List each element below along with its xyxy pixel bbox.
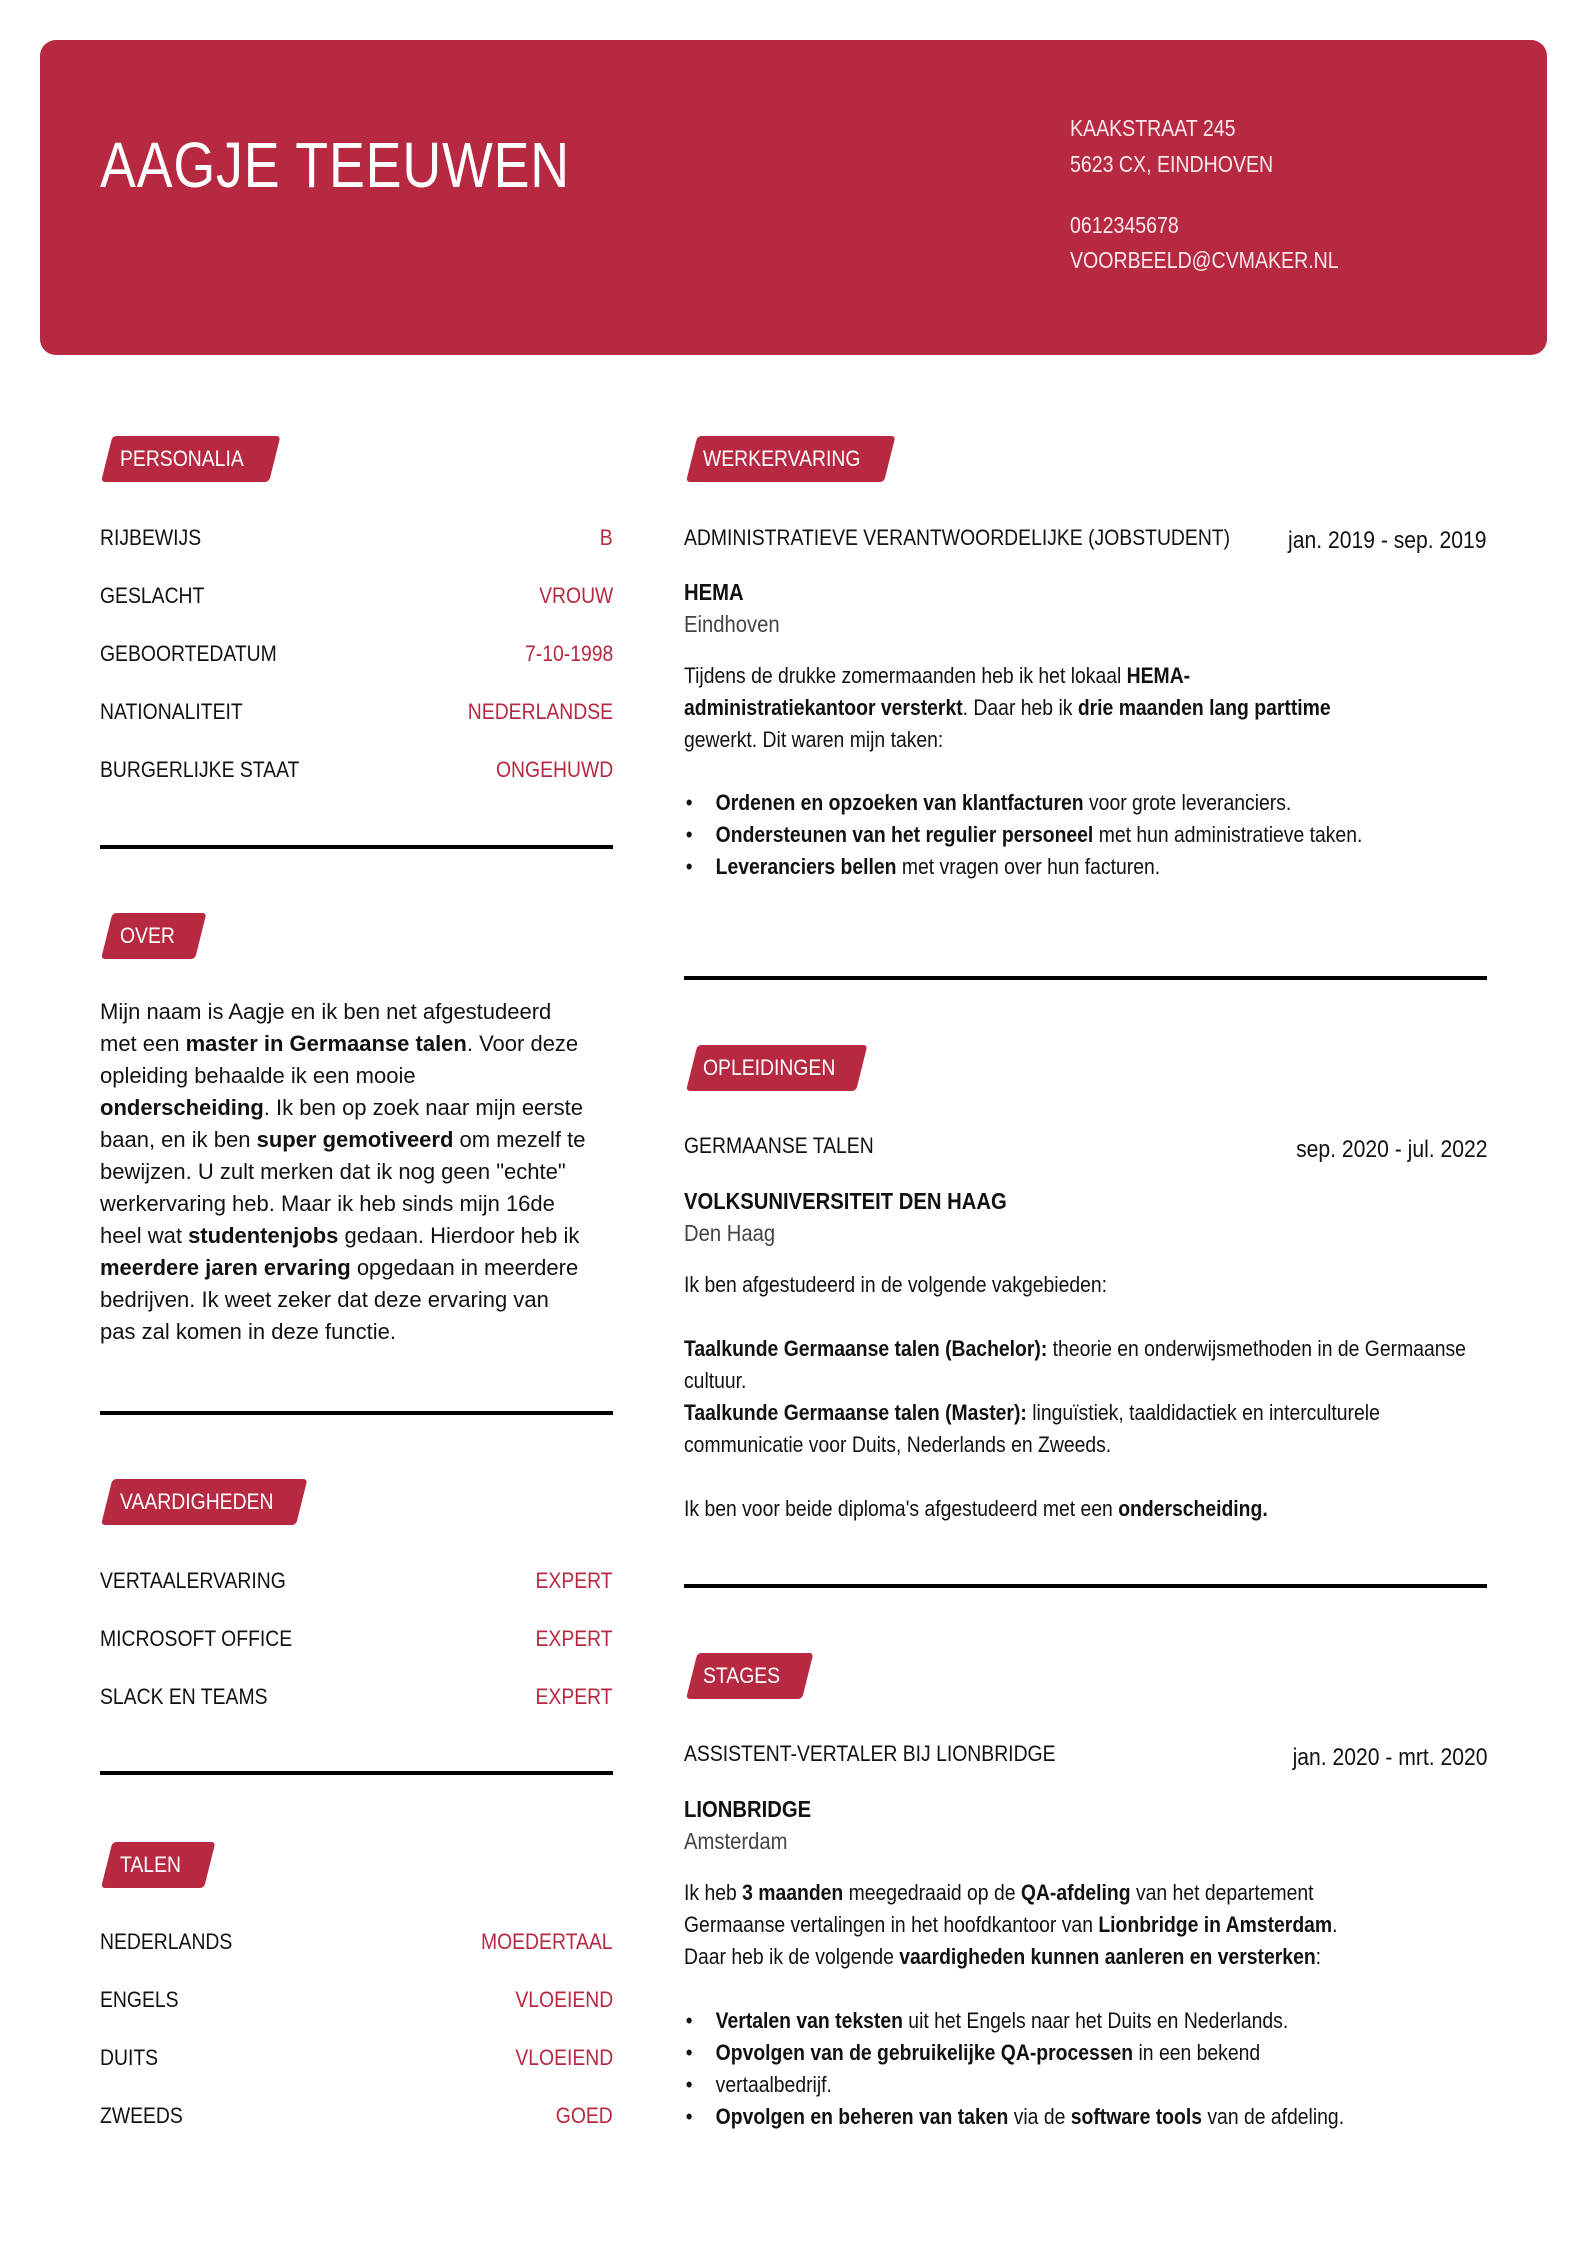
skill-label: SLACK EN TEAMS	[100, 1684, 268, 1709]
job-title: ADMINISTRATIEVE VERANTWOORDELIJKE (JOBSTUDENT)	[684, 525, 1231, 550]
text-line: heel wat studentenjobs gedaan. Hierdoor heb ik	[100, 1223, 580, 1248]
personalia-label: GESLACHT	[100, 583, 205, 608]
skill-level: EXPERT	[535, 1568, 613, 1593]
section-title-werkervaring: WERKERVARING	[703, 446, 861, 471]
section-title-over: OVER	[120, 923, 175, 948]
bullet-item: • Opvolgen en beheren van taken via de software tools van de afdeling.	[684, 2101, 1476, 2133]
section-title-personalia: PERSONALIA	[120, 446, 244, 471]
skill-label: VERTAALERVARING	[100, 1568, 286, 1593]
study-title: GERMAANSE TALEN	[684, 1133, 874, 1158]
text-line: opleiding behaalde ik een mooie	[100, 1063, 416, 1088]
personalia-value: NEDERLANDSE	[467, 699, 613, 724]
internship-description	[684, 1877, 1338, 1973]
text-line: Ik heb 3 maanden meegedraaid op de QA-afdeling van het departement	[684, 1880, 1314, 1905]
internship-skills-list	[684, 2005, 1476, 2133]
language-label: DUITS	[100, 2045, 159, 2070]
section-divider	[684, 1584, 1487, 1588]
section-divider	[100, 1771, 613, 1775]
text-line: onderscheiding. Ik ben op zoek naar mijn eerste	[100, 1095, 583, 1120]
skill-level: EXPERT	[535, 1626, 613, 1651]
bullet-item: • vertaalbedrijf.	[684, 2069, 1476, 2101]
study-closing: Ik ben voor beide diploma's afgestudeerd met een onderscheiding.	[684, 1496, 1268, 1521]
personalia-value: B	[600, 525, 613, 550]
personalia-label: RIJBEWIJS	[100, 525, 202, 550]
language-level: VLOEIEND	[515, 1987, 613, 2012]
institution-city: Den Haag	[684, 1220, 776, 1246]
institution-name: VOLKSUNIVERSITEIT DEN HAAG	[684, 1188, 1007, 1214]
section-title-talen: TALEN	[120, 1852, 181, 1877]
internship-dates: jan. 2020 - mrt. 2020	[1292, 1744, 1487, 1771]
language-level: MOEDERTAAL	[481, 1929, 613, 1954]
email-address: VOORBEELD@CVMAKER.NL	[1070, 247, 1339, 273]
bullet-item: • Opvolgen van de gebruikelijke QA-processen in een bekend	[684, 2037, 1476, 2069]
text-line: bewijzen. U zult merken dat ik nog geen "echte"	[100, 1159, 566, 1184]
text-line: Tijdens de drukke zomermaanden heb ik het lokaal HEMA-	[684, 663, 1191, 688]
address-line-1: KAAKSTRAAT 245	[1070, 115, 1236, 141]
section-title-opleidingen: OPLEIDINGEN	[703, 1055, 836, 1080]
section-title-stages: STAGES	[703, 1663, 781, 1688]
language-label: NEDERLANDS	[100, 1929, 233, 1954]
job-tasks-list	[684, 787, 1458, 883]
text-line: baan, en ik ben super gemotiveerd om mezelf te	[100, 1127, 586, 1152]
study-detail-master: Taalkunde Germaanse talen (Master): linguïstiek, taaldidactiek en interculturele communicatie voor Duits, Nederlands en Zweeds.	[684, 1400, 1380, 1457]
text-line: met een master in Germaanse talen. Voor deze	[100, 1031, 579, 1056]
text-line: administratiekantoor versterkt. Daar heb ik drie maanden lang parttime	[684, 695, 1331, 720]
text-line: bedrijven. Ik weet zeker dat deze ervaring van	[100, 1287, 549, 1312]
personalia-value: ONGEHUWD	[495, 757, 613, 782]
study-details	[684, 1333, 1476, 1461]
text-line: Daar heb ik de volgende vaardigheden kunnen aanleren en versterken:	[684, 1944, 1322, 1969]
personalia-label: GEBOORTEDATUM	[100, 641, 277, 666]
personalia-label: NATIONALITEIT	[100, 699, 243, 724]
text-line: gewerkt. Dit waren mijn taken:	[684, 727, 944, 752]
text-line: Germaanse vertalingen in het hoofdkantoor van Lionbridge in Amsterdam.	[684, 1912, 1338, 1937]
candidate-name: AAGJE TEEUWEN	[100, 129, 570, 201]
bullet-item: • Leveranciers bellen met vragen over hun facturen.	[684, 851, 1458, 883]
language-level: VLOEIEND	[515, 2045, 613, 2070]
personalia-label: BURGERLIJKE STAAT	[100, 757, 300, 782]
section-title-vaardigheden: VAARDIGHEDEN	[120, 1489, 274, 1514]
employer-name: HEMA	[684, 579, 744, 605]
language-label: ENGELS	[100, 1987, 179, 2012]
bullet-item: • Ondersteunen van het regulier personeel met hun administratieve taken.	[684, 819, 1458, 851]
internship-company: LIONBRIDGE	[684, 1796, 812, 1822]
section-divider	[684, 976, 1487, 980]
language-label: ZWEEDS	[100, 2103, 183, 2128]
language-level: GOED	[555, 2103, 613, 2128]
skill-label: MICROSOFT OFFICE	[100, 1626, 293, 1651]
address-line-2: 5623 CX, EINDHOVEN	[1070, 151, 1274, 177]
internship-city: Amsterdam	[684, 1828, 788, 1854]
section-divider	[100, 845, 613, 849]
bullet-item: • Vertalen van teksten uit het Engels naar het Duits en Nederlands.	[684, 2005, 1476, 2037]
employer-city: Eindhoven	[684, 611, 780, 637]
text-line: meerdere jaren ervaring opgedaan in meerdere	[100, 1255, 579, 1280]
personalia-value: VROUW	[538, 583, 613, 608]
job-description	[684, 660, 1331, 756]
study-dates: sep. 2020 - jul. 2022	[1295, 1136, 1487, 1163]
study-intro: Ik ben afgestudeerd in de volgende vakgebieden:	[684, 1272, 1108, 1297]
study-detail-bachelor: Taalkunde Germaanse talen (Bachelor): theorie en onderwijsmethoden in de Germaanse cultuur.	[684, 1336, 1466, 1393]
phone-number: 0612345678	[1070, 212, 1179, 238]
about-text	[100, 996, 620, 1348]
internship-title: ASSISTENT-VERTALER BIJ LIONBRIDGE	[684, 1741, 1056, 1766]
text-line: pas zal komen in deze functie.	[100, 1319, 396, 1344]
job-dates: jan. 2019 - sep. 2019	[1288, 527, 1487, 554]
text-line: Mijn naam is Aagje en ik ben net afgestudeerd	[100, 999, 552, 1024]
text-line: werkervaring heb. Maar ik heb sinds mijn 16de	[100, 1191, 555, 1216]
personalia-value: 7-10-1998	[524, 641, 613, 666]
section-divider	[100, 1411, 613, 1415]
bullet-item: • Ordenen en opzoeken van klantfacturen voor grote leveranciers.	[684, 787, 1458, 819]
skill-level: EXPERT	[535, 1684, 613, 1709]
